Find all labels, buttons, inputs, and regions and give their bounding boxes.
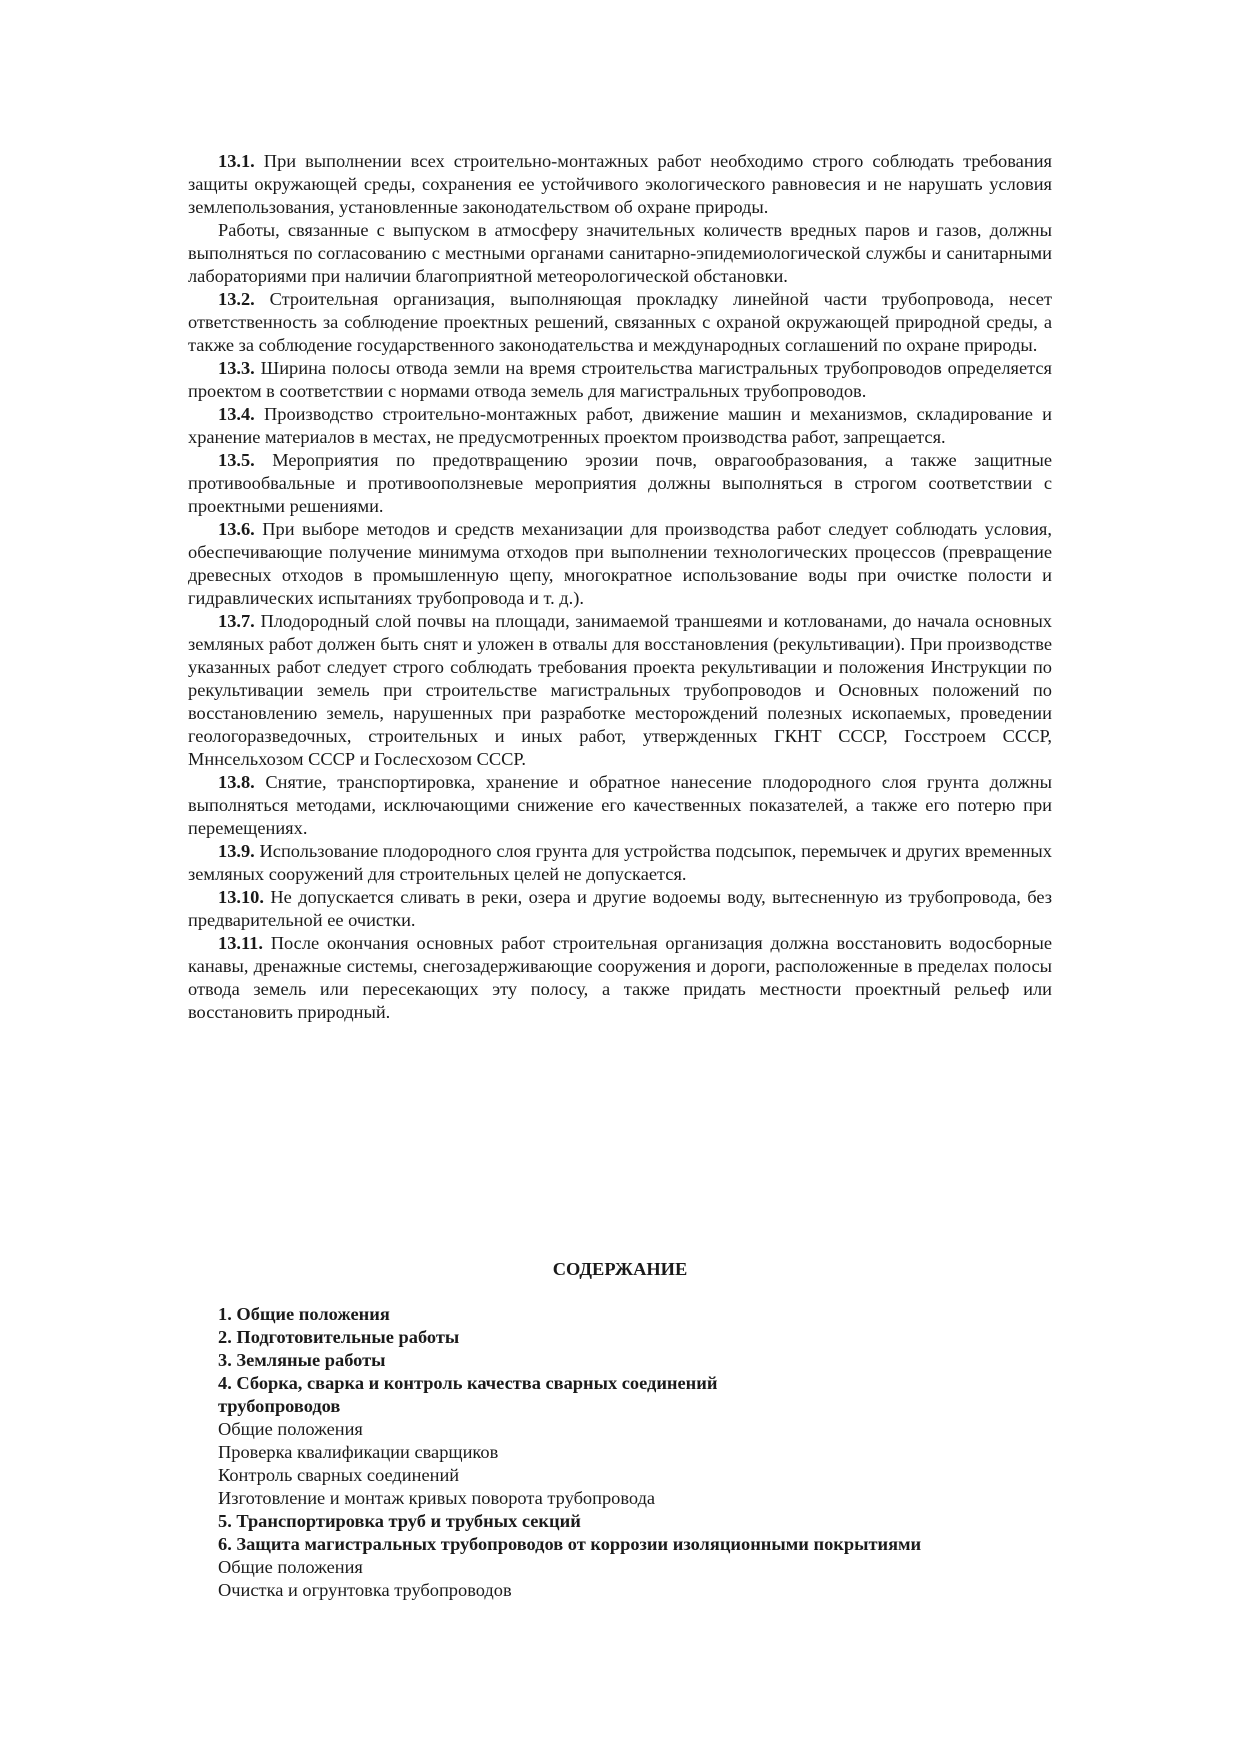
clause-text: Ширина полосы отвода земли на время строительства магистральных трубопроводов определяется проектом в соответствии с нормами отвода земель для магистральных трубопроводов. (188, 358, 1052, 401)
clause-number: 13.11. (218, 933, 263, 953)
paragraph-13-1 (188, 150, 1052, 219)
toc-item[interactable]: 6. Защита магистральных трубопроводов от коррозии изоляционными покрытиями (218, 1534, 922, 1554)
paragraph-13-1-cont (188, 219, 1052, 288)
clause-number: 13.10. (218, 887, 264, 907)
toc-subitem[interactable]: Общие положения (218, 1419, 363, 1439)
clause-text: Производство строительно-монтажных работ, движение машин и механизмов, складирование и хранение материалов в местах, не предусмотренных проектом производства работ, запрещается. (188, 404, 1052, 447)
paragraph-13-4 (188, 403, 1052, 449)
toc-item[interactable]: 4. Сборка, сварка и контроль качества сварных соединений трубопроводов (218, 1373, 718, 1416)
toc-title: СОДЕРЖАНИЕ (552, 1259, 688, 1279)
toc-subitem[interactable]: Общие положения (218, 1557, 363, 1577)
paragraph-13-8 (188, 771, 1052, 840)
clause-number: 13.1. (218, 151, 255, 171)
paragraph-13-11 (188, 932, 1052, 1024)
clause-number: 13.9. (218, 841, 255, 861)
clause-text: Мероприятия по предотвращению эрозии почв, оврагообразования, а также защитные противообвальные и противооползневые мероприятия должны выполняться в строгом соответствии с проектными решениями. (188, 450, 1052, 516)
toc-subitem[interactable]: Проверка квалификации сварщиков (218, 1442, 499, 1462)
clause-text: Плодородный слой почвы на площади, занимаемой траншеями и котлованами, до начала основных земляных работ должен быть снят и уложен в отвалы для восстановления (рекультивации). При производстве указанных работ следует строго соблюдать требования проекта рекультивации и положения Инструкции по рекультивации земель при строительстве магистральных трубопроводов и Основных положений по восстановлению земель, нарушенных при разработке месторождений полезных ископаемых, проведении геологоразведочных, строительных и иных работ, утвержденных ГКНТ СССР, Госстроем СССР, Мннсельхозом СССР и Гослесхозом СССР. (188, 611, 1052, 769)
toc-item[interactable]: 3. Земляные работы (218, 1350, 386, 1370)
clause-number: 13.2. (218, 289, 255, 309)
clause-text: Не допускается сливать в реки, озера и другие водоемы воду, вытесненную из трубопровода, без предварительной ее очистки. (188, 887, 1052, 930)
clause-text: Работы, связанные с выпуском в атмосферу значительных количеств вредных паров и газов, должны выполняться по согласованию с местными органами санитарно-эпидемиологической службы и санитарными лабораториями при наличии благоприятной метеорологической обстановки. (188, 220, 1052, 286)
toc-subitem[interactable]: Очистка и огрунтовка трубопроводов (218, 1580, 512, 1600)
paragraph-13-2 (188, 288, 1052, 357)
clause-number: 13.8. (218, 772, 255, 792)
clause-text: При выполнении всех строительно-монтажных работ необходимо строго соблюдать требования защиты окружающей среды, сохранения ее устойчивого экологического равновесия и не нарушать условия землепользования, установленные законодательством об охране природы. (188, 151, 1052, 217)
clause-number: 13.3. (218, 358, 255, 378)
clause-text: При выборе методов и средств механизации для производства работ следует соблюдать условия, обеспечивающие получение минимума отходов при выполнении технологических процессов (превращение древесных отходов в промышленную щепу, многократное использование воды при очистке полости и гидравлических испытаниях трубопровода и т. д.). (188, 519, 1052, 608)
paragraph-13-6 (188, 518, 1052, 610)
clause-number: 13.6. (218, 519, 255, 539)
toc-item[interactable]: 5. Транспортировка труб и трубных секций (218, 1511, 581, 1531)
clause-number: 13.4. (218, 404, 255, 424)
clause-text: Строительная организация, выполняющая прокладку линейной части трубопровода, несет ответственность за соблюдение проектных решений, связанных с охраной окружающей природной среды, а также за соблюдение государственного законодательства и международных соглашений по охране природы. (188, 289, 1052, 355)
paragraph-13-10 (188, 886, 1052, 932)
table-of-contents (218, 1303, 1052, 1602)
paragraph-13-9 (188, 840, 1052, 886)
clause-number: 13.7. (218, 611, 255, 631)
clause-text: После окончания основных работ строительная организация должна восстановить водосборные канавы, дренажные системы, снегозадерживающие сооружения и дороги, расположенные в пределах полосы отвода земель или пересекающих эту полосу, а также придать местности проектный рельеф или восстановить природный. (188, 933, 1052, 1022)
toc-subitem[interactable]: Изготовление и монтаж кривых поворота трубопровода (218, 1488, 656, 1508)
clause-number: 13.5. (218, 450, 255, 470)
toc-item[interactable]: 2. Подготовительные работы (218, 1327, 460, 1347)
paragraph-13-7 (188, 610, 1052, 771)
paragraph-13-3 (188, 357, 1052, 403)
section-13-body (188, 150, 1052, 1024)
toc-subitem[interactable]: Контроль сварных соединений (218, 1465, 460, 1485)
toc-item[interactable]: 1. Общие положения (218, 1304, 390, 1324)
clause-text: Использование плодородного слоя грунта для устройства подсыпок, перемычек и других временных земляных сооружений для строительных целей не допускается. (188, 841, 1052, 884)
paragraph-13-5 (188, 449, 1052, 518)
clause-text: Снятие, транспортировка, хранение и обратное нанесение плодородного слоя грунта должны выполняться методами, исключающими снижение его качественных показателей, а также его потерю при перемещениях. (188, 772, 1052, 838)
